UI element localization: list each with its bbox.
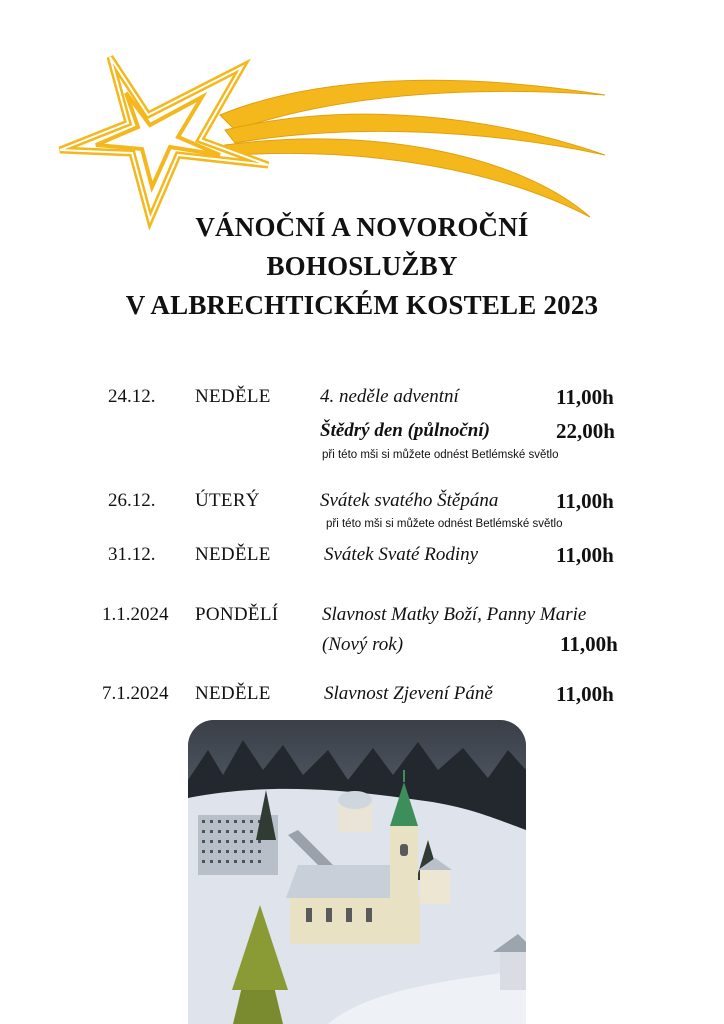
schedule-event: Slavnost Zjevení Páně — [324, 683, 493, 704]
schedule-time: 11,00h — [556, 543, 614, 567]
schedule-day: NEDĚLE — [195, 544, 271, 565]
schedule-time: 11,00h — [560, 632, 618, 656]
page-title-line-2: BOHOSLUŽBY — [266, 251, 458, 281]
schedule-day: NEDĚLE — [195, 386, 271, 407]
page-title-line-3: V ALBRECHTICKÉM KOSTELE 2023 — [125, 290, 599, 320]
church-photo — [188, 720, 526, 1024]
schedule-time: 11,00h — [556, 385, 614, 409]
schedule-note: při této mši si můžete odnést Betlémské světlo — [326, 518, 563, 530]
schedule-date: 7.1.2024 — [102, 683, 169, 704]
star-tail-3 — [225, 139, 590, 217]
schedule-day: ÚTERÝ — [195, 490, 260, 511]
schedule-time: 11,00h — [556, 489, 614, 513]
schedule-date: 24.12. — [108, 386, 156, 407]
schedule-time: 11,00h — [556, 682, 614, 706]
schedule-event: Slavnost Matky Boží, Panny Marie — [322, 604, 587, 625]
schedule-date: 31.12. — [108, 544, 156, 565]
schedule-note: při této mši si můžete odnést Betlémské světlo — [322, 449, 559, 461]
schedule-date: 1.1.2024 — [102, 604, 169, 625]
schedule-date: 26.12. — [108, 490, 156, 511]
page-title-line-1: VÁNOČNÍ A NOVOROČNÍ — [195, 212, 529, 242]
schedule-event: Svátek Svaté Rodiny — [324, 544, 479, 565]
schedule-event: Svátek svatého Štěpána — [320, 490, 499, 511]
schedule-event-line-2: (Nový rok) — [322, 634, 404, 655]
schedule-event: Štědrý den (půlnoční) — [320, 420, 490, 441]
schedule-time: 22,00h — [556, 419, 615, 443]
schedule-day: PONDĚLÍ — [195, 604, 279, 625]
church-tower — [390, 824, 418, 914]
schedule-event: 4. neděle adventní — [320, 386, 459, 407]
shooting-star-icon — [50, 45, 610, 230]
schedule-day: NEDĚLE — [195, 683, 271, 704]
